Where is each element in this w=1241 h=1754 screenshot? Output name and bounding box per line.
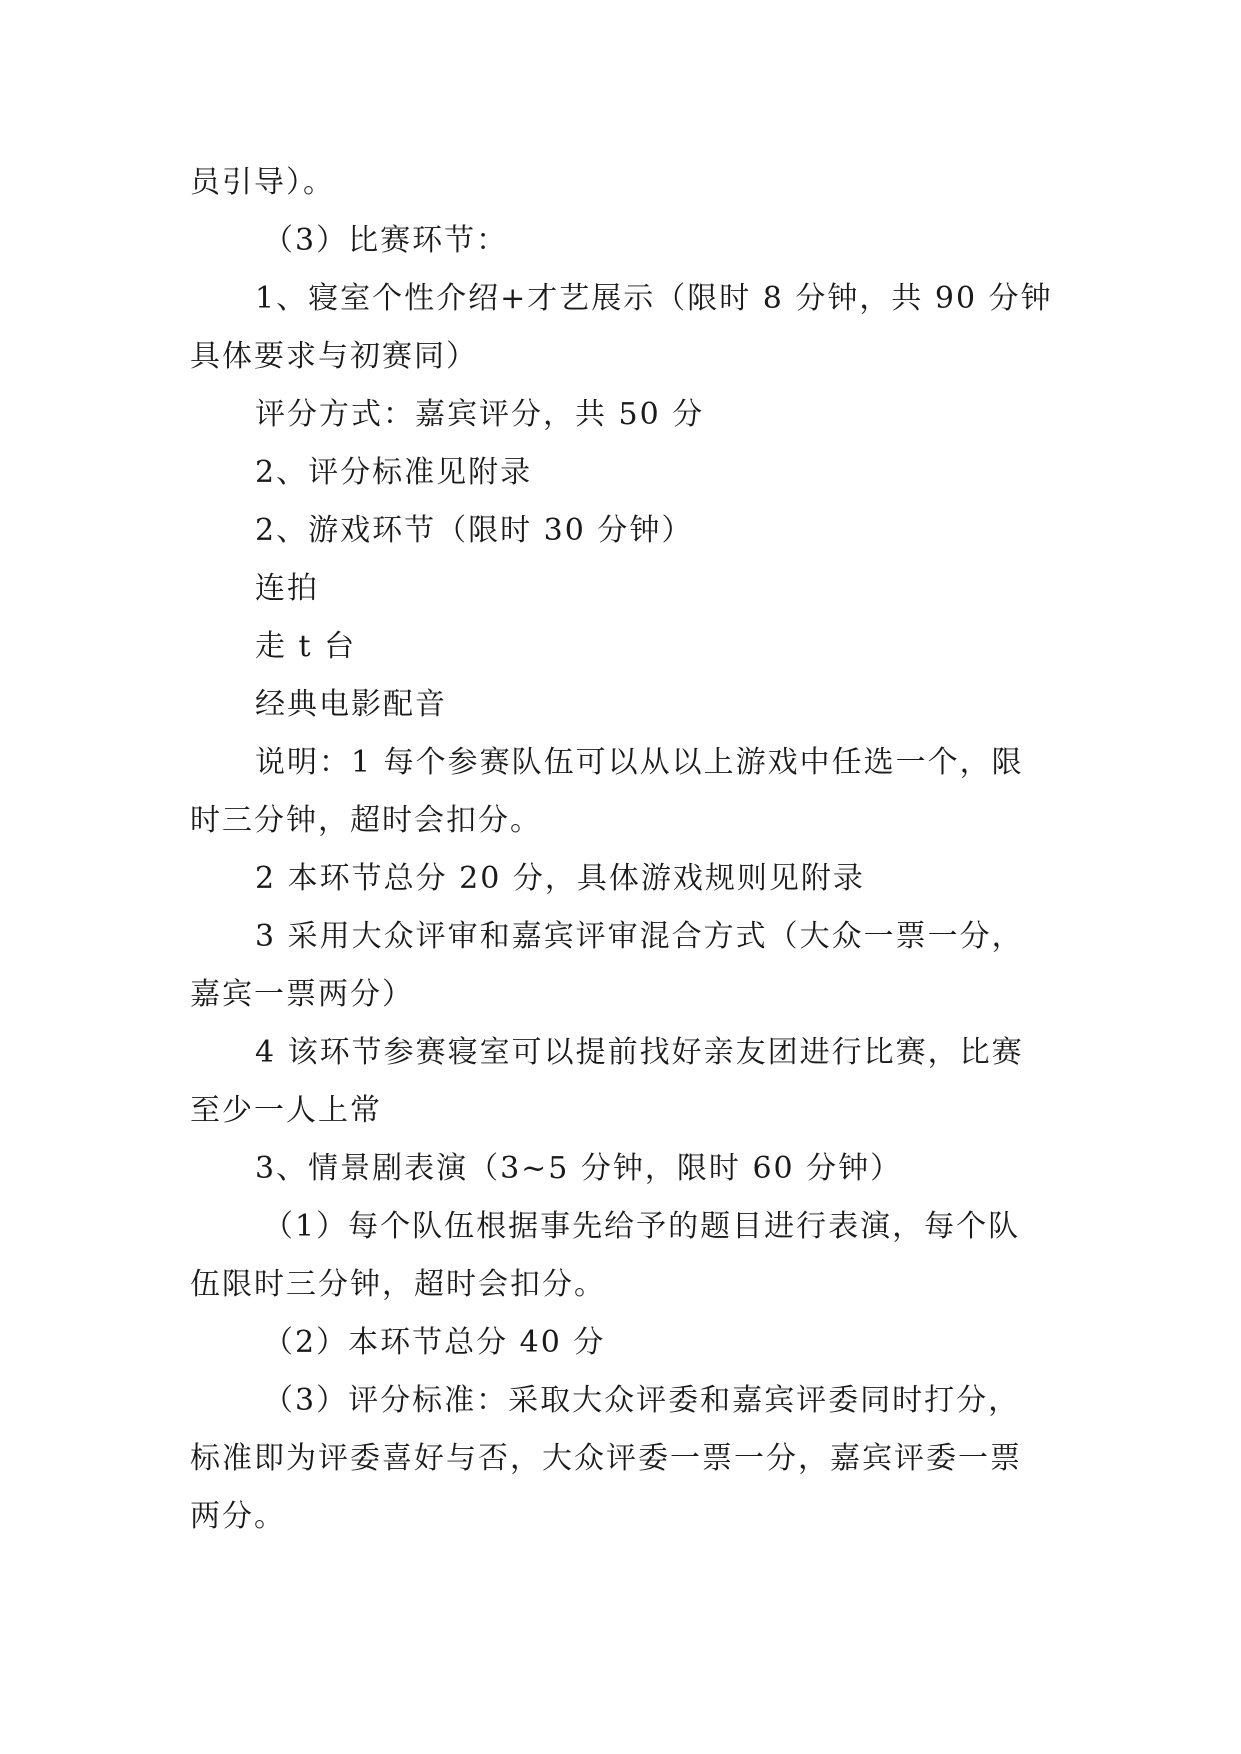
- text-line: 3、情景剧表演（3~5 分钟，限时 60 分钟）: [255, 1151, 903, 1186]
- list-item: 经典电影配音: [255, 687, 447, 722]
- text-line: 伍限时三分钟，超时会扣分。: [190, 1267, 606, 1302]
- section-heading: （3）比赛环节：: [263, 223, 509, 258]
- text-line: 3 采用大众评审和嘉宾评审混合方式（大众一票一分，: [255, 919, 1024, 954]
- text-line: 2 本环节总分 20 分，具体游戏规则见附录: [255, 861, 865, 896]
- text-line: 标准即为评委喜好与否，大众评委一票一分，嘉宾评委一票: [190, 1441, 1022, 1476]
- text-line: 2、游戏环节（限时 30 分钟）: [255, 513, 694, 548]
- text-line: 嘉宾一票两分）: [190, 977, 414, 1012]
- list-item: 连拍: [255, 571, 319, 606]
- text-line: 具体要求与初赛同）: [190, 339, 478, 374]
- text-line: 1、寝室个性介绍+才艺展示（限时 8 分钟，共 90 分钟: [255, 281, 1053, 316]
- text-line: 时三分钟，超时会扣分。: [190, 803, 542, 838]
- text-line: （1）每个队伍根据事先给予的题目进行表演，每个队: [263, 1209, 1021, 1244]
- text-line: （2）本环节总分 40 分: [263, 1325, 606, 1360]
- text-line: 4 该环节参赛寝室可以提前找好亲友团进行比赛，比赛: [255, 1035, 1024, 1070]
- text-line: 两分。: [190, 1499, 286, 1534]
- text-line: （3）评分标准：采取大众评委和嘉宾评委同时打分，: [263, 1383, 1021, 1418]
- text-line: 员引导）。: [190, 165, 335, 200]
- text-line: 至少一人上常: [190, 1093, 382, 1128]
- list-item: 走 t 台: [255, 629, 357, 664]
- text-line: 评分方式：嘉宾评分，共 50 分: [255, 397, 705, 432]
- text-line: 说明：1 每个参赛队伍可以从以上游戏中任选一个，限: [255, 745, 1024, 780]
- text-line: 2、评分标准见附录: [255, 455, 533, 490]
